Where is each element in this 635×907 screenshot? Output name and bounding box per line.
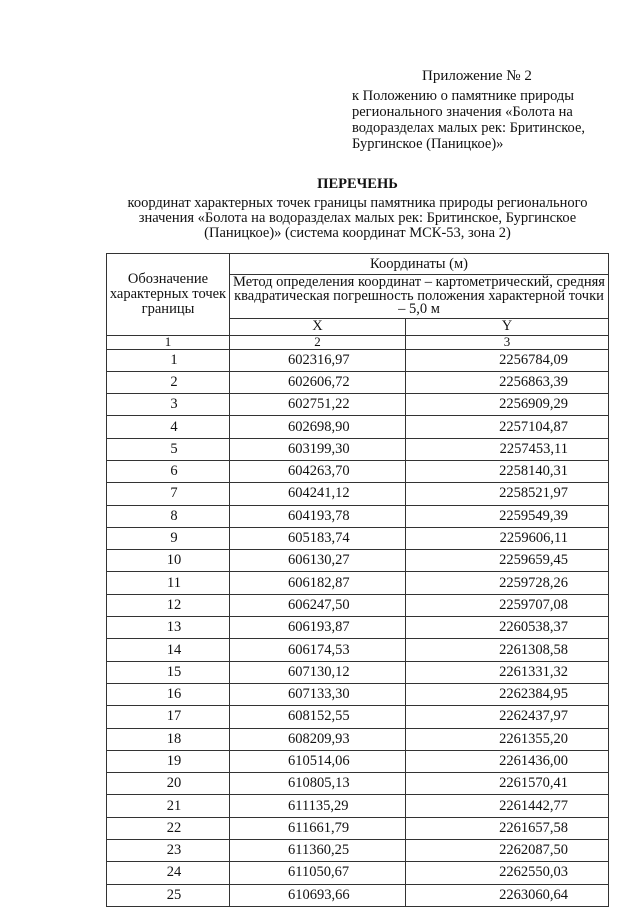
table-body xyxy=(107,349,609,906)
points-column-header: Обозначение характерных точек границы xyxy=(107,254,230,336)
method-header: Метод определения координат – картометрический, средняя квадратическая погрешность положения характерной точки – 5,0 м xyxy=(230,275,609,319)
x-coordinate-cell: 606182,87 xyxy=(230,572,406,594)
point-number-cell: 14 xyxy=(107,639,230,661)
point-number-cell: 23 xyxy=(107,840,230,862)
table-row xyxy=(107,817,609,839)
point-number-cell: 5 xyxy=(107,438,230,460)
x-coordinate-cell: 610805,13 xyxy=(230,773,406,795)
document-heading: ПЕРЕЧЕНЬ xyxy=(317,176,398,192)
x-coordinate-cell: 603199,30 xyxy=(230,438,406,460)
point-number-cell: 25 xyxy=(107,884,230,906)
y-coordinate-cell: 2262087,50 xyxy=(406,840,609,862)
y-coordinate-cell: 2261657,58 xyxy=(406,817,609,839)
appendix-title: Приложение № 2 xyxy=(422,68,532,84)
table-row xyxy=(107,460,609,482)
table-row xyxy=(107,862,609,884)
table-row xyxy=(107,416,609,438)
table-row xyxy=(107,617,609,639)
y-coordinate-cell: 2256863,39 xyxy=(406,371,609,393)
x-coordinate-cell: 606130,27 xyxy=(230,550,406,572)
table-row xyxy=(107,572,609,594)
y-column-header: Y xyxy=(406,318,609,335)
y-coordinate-cell: 2261308,58 xyxy=(406,639,609,661)
x-coordinate-cell: 604193,78 xyxy=(230,505,406,527)
x-coordinate-cell: 611360,25 xyxy=(230,840,406,862)
appendix-line: Бургинское (Паницкое)» xyxy=(352,136,504,152)
y-coordinate-cell: 2261331,32 xyxy=(406,661,609,683)
point-number-cell: 13 xyxy=(107,617,230,639)
table-row xyxy=(107,773,609,795)
x-coordinate-cell: 606174,53 xyxy=(230,639,406,661)
table-row xyxy=(107,639,609,661)
y-coordinate-cell: 2256909,29 xyxy=(406,394,609,416)
point-number-cell: 6 xyxy=(107,460,230,482)
table-row xyxy=(107,594,609,616)
point-number-cell: 9 xyxy=(107,527,230,549)
point-number-cell: 2 xyxy=(107,371,230,393)
table-row xyxy=(107,394,609,416)
point-number-cell: 16 xyxy=(107,683,230,705)
appendix-block xyxy=(352,68,612,152)
y-coordinate-cell: 2262384,95 xyxy=(406,683,609,705)
x-coordinate-cell: 611661,79 xyxy=(230,817,406,839)
point-number-cell: 11 xyxy=(107,572,230,594)
point-number-cell: 18 xyxy=(107,728,230,750)
y-coordinate-cell: 2262550,03 xyxy=(406,862,609,884)
table-row xyxy=(107,728,609,750)
table-row xyxy=(107,550,609,572)
y-coordinate-cell: 2261355,20 xyxy=(406,728,609,750)
x-coordinate-cell: 610693,66 xyxy=(230,884,406,906)
point-number-cell: 12 xyxy=(107,594,230,616)
appendix-line: к Положению о памятнике природы xyxy=(352,88,575,104)
document-subtitle: координат характерных точек границы памятника природы регионального значения «Болота на водоразделах малых рек: Бритинское, Бургинское (Паницкое)» (система координат МСК-53, зона 2) xyxy=(127,195,588,241)
table-row xyxy=(107,483,609,505)
x-coordinate-cell: 602698,90 xyxy=(230,416,406,438)
table-row xyxy=(107,438,609,460)
point-number-cell: 8 xyxy=(107,505,230,527)
appendix-line: водоразделах малых рек: Бритинское, xyxy=(352,120,586,136)
y-coordinate-cell: 2261570,41 xyxy=(406,773,609,795)
y-coordinate-cell: 2261436,00 xyxy=(406,750,609,772)
table-row xyxy=(107,750,609,772)
column-number: 3 xyxy=(406,335,609,349)
point-number-cell: 7 xyxy=(107,483,230,505)
x-coordinate-cell: 611135,29 xyxy=(230,795,406,817)
x-coordinate-cell: 604241,12 xyxy=(230,483,406,505)
table-row xyxy=(107,661,609,683)
point-number-cell: 24 xyxy=(107,862,230,884)
x-coordinate-cell: 607130,12 xyxy=(230,661,406,683)
point-number-cell: 10 xyxy=(107,550,230,572)
y-coordinate-cell: 2262437,97 xyxy=(406,706,609,728)
y-coordinate-cell: 2263060,64 xyxy=(406,884,609,906)
point-number-cell: 20 xyxy=(107,773,230,795)
appendix-line: регионального значения «Болота на xyxy=(352,104,573,120)
y-coordinate-cell: 2258521,97 xyxy=(406,483,609,505)
point-number-cell: 1 xyxy=(107,349,230,371)
y-coordinate-cell: 2259606,11 xyxy=(406,527,609,549)
table-row xyxy=(107,840,609,862)
y-coordinate-cell: 2259549,39 xyxy=(406,505,609,527)
table-row xyxy=(107,683,609,705)
x-coordinate-cell: 607133,30 xyxy=(230,683,406,705)
y-coordinate-cell: 2256784,09 xyxy=(406,349,609,371)
table-row xyxy=(107,706,609,728)
x-coordinate-cell: 606247,50 xyxy=(230,594,406,616)
point-number-cell: 4 xyxy=(107,416,230,438)
x-coordinate-cell: 602606,72 xyxy=(230,371,406,393)
point-number-cell: 22 xyxy=(107,817,230,839)
y-coordinate-cell: 2261442,77 xyxy=(406,795,609,817)
point-number-cell: 19 xyxy=(107,750,230,772)
x-column-header: X xyxy=(230,318,406,335)
coordinates-header: Координаты (м) xyxy=(230,254,609,275)
x-coordinate-cell: 606193,87 xyxy=(230,617,406,639)
table-row xyxy=(107,795,609,817)
x-coordinate-cell: 608152,55 xyxy=(230,706,406,728)
y-coordinate-cell: 2257104,87 xyxy=(406,416,609,438)
y-coordinate-cell: 2258140,31 xyxy=(406,460,609,482)
table-row xyxy=(107,505,609,527)
table-row xyxy=(107,371,609,393)
y-coordinate-cell: 2257453,11 xyxy=(406,438,609,460)
x-coordinate-cell: 602751,22 xyxy=(230,394,406,416)
x-coordinate-cell: 605183,74 xyxy=(230,527,406,549)
table-row xyxy=(107,349,609,371)
point-number-cell: 3 xyxy=(107,394,230,416)
x-coordinate-cell: 611050,67 xyxy=(230,862,406,884)
table-row xyxy=(107,527,609,549)
point-number-cell: 17 xyxy=(107,706,230,728)
y-coordinate-cell: 2259728,26 xyxy=(406,572,609,594)
coordinates-table xyxy=(106,253,609,907)
column-number: 1 xyxy=(107,335,230,349)
x-coordinate-cell: 604263,70 xyxy=(230,460,406,482)
point-number-cell: 15 xyxy=(107,661,230,683)
x-coordinate-cell: 608209,93 xyxy=(230,728,406,750)
point-number-cell: 21 xyxy=(107,795,230,817)
y-coordinate-cell: 2259707,08 xyxy=(406,594,609,616)
column-number: 2 xyxy=(230,335,406,349)
y-coordinate-cell: 2259659,45 xyxy=(406,550,609,572)
x-coordinate-cell: 602316,97 xyxy=(230,349,406,371)
y-coordinate-cell: 2260538,37 xyxy=(406,617,609,639)
x-coordinate-cell: 610514,06 xyxy=(230,750,406,772)
table-row xyxy=(107,884,609,906)
